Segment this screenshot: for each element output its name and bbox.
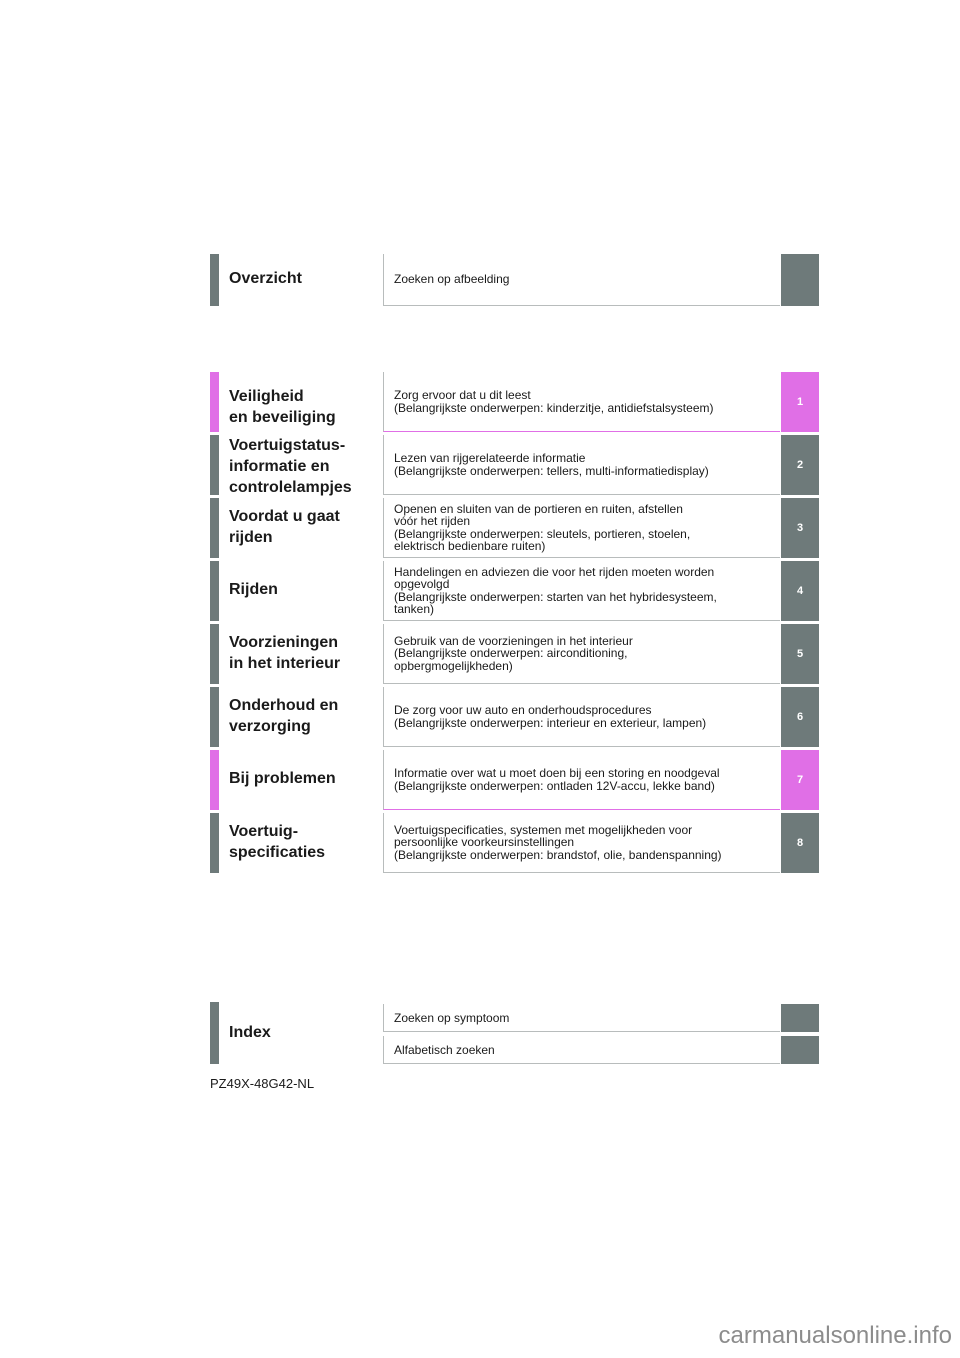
section-desc: Zorg ervoor dat u dit leest (Belangrijkste onderwerpen: kinderzitje, antidiefstalsysteem) (383, 372, 780, 432)
section-row-8[interactable] (210, 813, 819, 873)
section-title: Voorzieningen in het interieur (229, 634, 341, 672)
overview-bar (210, 254, 219, 306)
section-row-6[interactable] (210, 687, 819, 747)
section-row-5[interactable] (210, 624, 819, 684)
overview-tab[interactable] (781, 254, 819, 306)
section-row-3[interactable] (210, 498, 819, 558)
section-tab-7[interactable]: 7 (781, 750, 819, 810)
index-tab-symptom[interactable] (781, 1004, 819, 1032)
section-bar (210, 561, 219, 621)
overview-row[interactable] (210, 254, 819, 306)
section-bar (210, 750, 219, 810)
section-desc: De zorg voor uw auto en onderhoudsprocedures (Belangrijkste onderwerpen: interieur en exterieur, lampen) (383, 687, 780, 747)
section-title: Veiligheid en beveiliging (229, 388, 336, 426)
document-id: PZ49X-48G42-NL (210, 1076, 315, 1091)
watermark: carmanualsonline.info (718, 1322, 952, 1349)
section-title: Rijden (229, 581, 278, 598)
section-tab-1[interactable]: 1 (781, 372, 819, 432)
section-title: Voertuig- specificaties (229, 823, 326, 861)
section-tab-4[interactable]: 4 (781, 561, 819, 621)
index-bar (210, 1002, 219, 1064)
index-item-symptom[interactable]: Zoeken op symptoom (383, 1004, 780, 1032)
section-row-4[interactable] (210, 561, 819, 621)
section-tab-6[interactable]: 6 (781, 687, 819, 747)
section-bar (210, 813, 219, 873)
overview-title: Overzicht (229, 270, 302, 287)
section-title: Bij problemen (229, 770, 336, 787)
section-desc: Openen en sluiten van de portieren en ruiten, afstellen vóór het rijden (Belangrijkste onderwerpen: sleutels, portieren, stoelen, elektrisch bedienbare ruiten) (383, 498, 780, 558)
section-title: Onderhoud en verzorging (229, 697, 339, 735)
section-desc: Voertuigspecificaties, systemen met mogelijkheden voor persoonlijke voorkeursinstellingen (Belangrijkste onderwerpen: brandstof, olie, bandenspanning) (383, 813, 780, 873)
section-desc: Lezen van rijgerelateerde informatie (Belangrijkste onderwerpen: tellers, multi-informatiedisplay) (383, 435, 780, 495)
section-title: Voertuigstatus- informatie en controlelampjes (229, 437, 352, 496)
index-title: Index (229, 1024, 271, 1041)
section-bar (210, 624, 219, 684)
index-row (210, 1002, 819, 1064)
section-desc: Gebruik van de voorzieningen in het interieur (Belangrijkste onderwerpen: airconditioning, opbergmogelijkheden) (383, 624, 780, 684)
section-bar (210, 498, 219, 558)
section-tab-8[interactable]: 8 (781, 813, 819, 873)
section-row-1[interactable] (210, 372, 819, 432)
overview-desc: Zoeken op afbeelding (383, 254, 780, 306)
section-desc: Handelingen en adviezen die voor het rijden moeten worden opgevolgd (Belangrijkste onderwerpen: starten van het hybridesysteem, tanken) (383, 561, 780, 621)
section-row-7[interactable] (210, 750, 819, 810)
section-tab-2[interactable]: 2 (781, 435, 819, 495)
index-item-alphabetical[interactable]: Alfabetisch zoeken (383, 1036, 780, 1064)
section-desc: Informatie over wat u moet doen bij een storing en noodgeval (Belangrijkste onderwerpen: ontladen 12V-accu, lekke band) (383, 750, 780, 810)
section-tab-5[interactable]: 5 (781, 624, 819, 684)
section-bar (210, 435, 219, 495)
section-bar (210, 372, 219, 432)
section-row-2[interactable] (210, 435, 819, 495)
section-title: Voordat u gaat rijden (229, 508, 340, 546)
section-tab-3[interactable]: 3 (781, 498, 819, 558)
index-tab-alphabetical[interactable] (781, 1036, 819, 1064)
section-bar (210, 687, 219, 747)
